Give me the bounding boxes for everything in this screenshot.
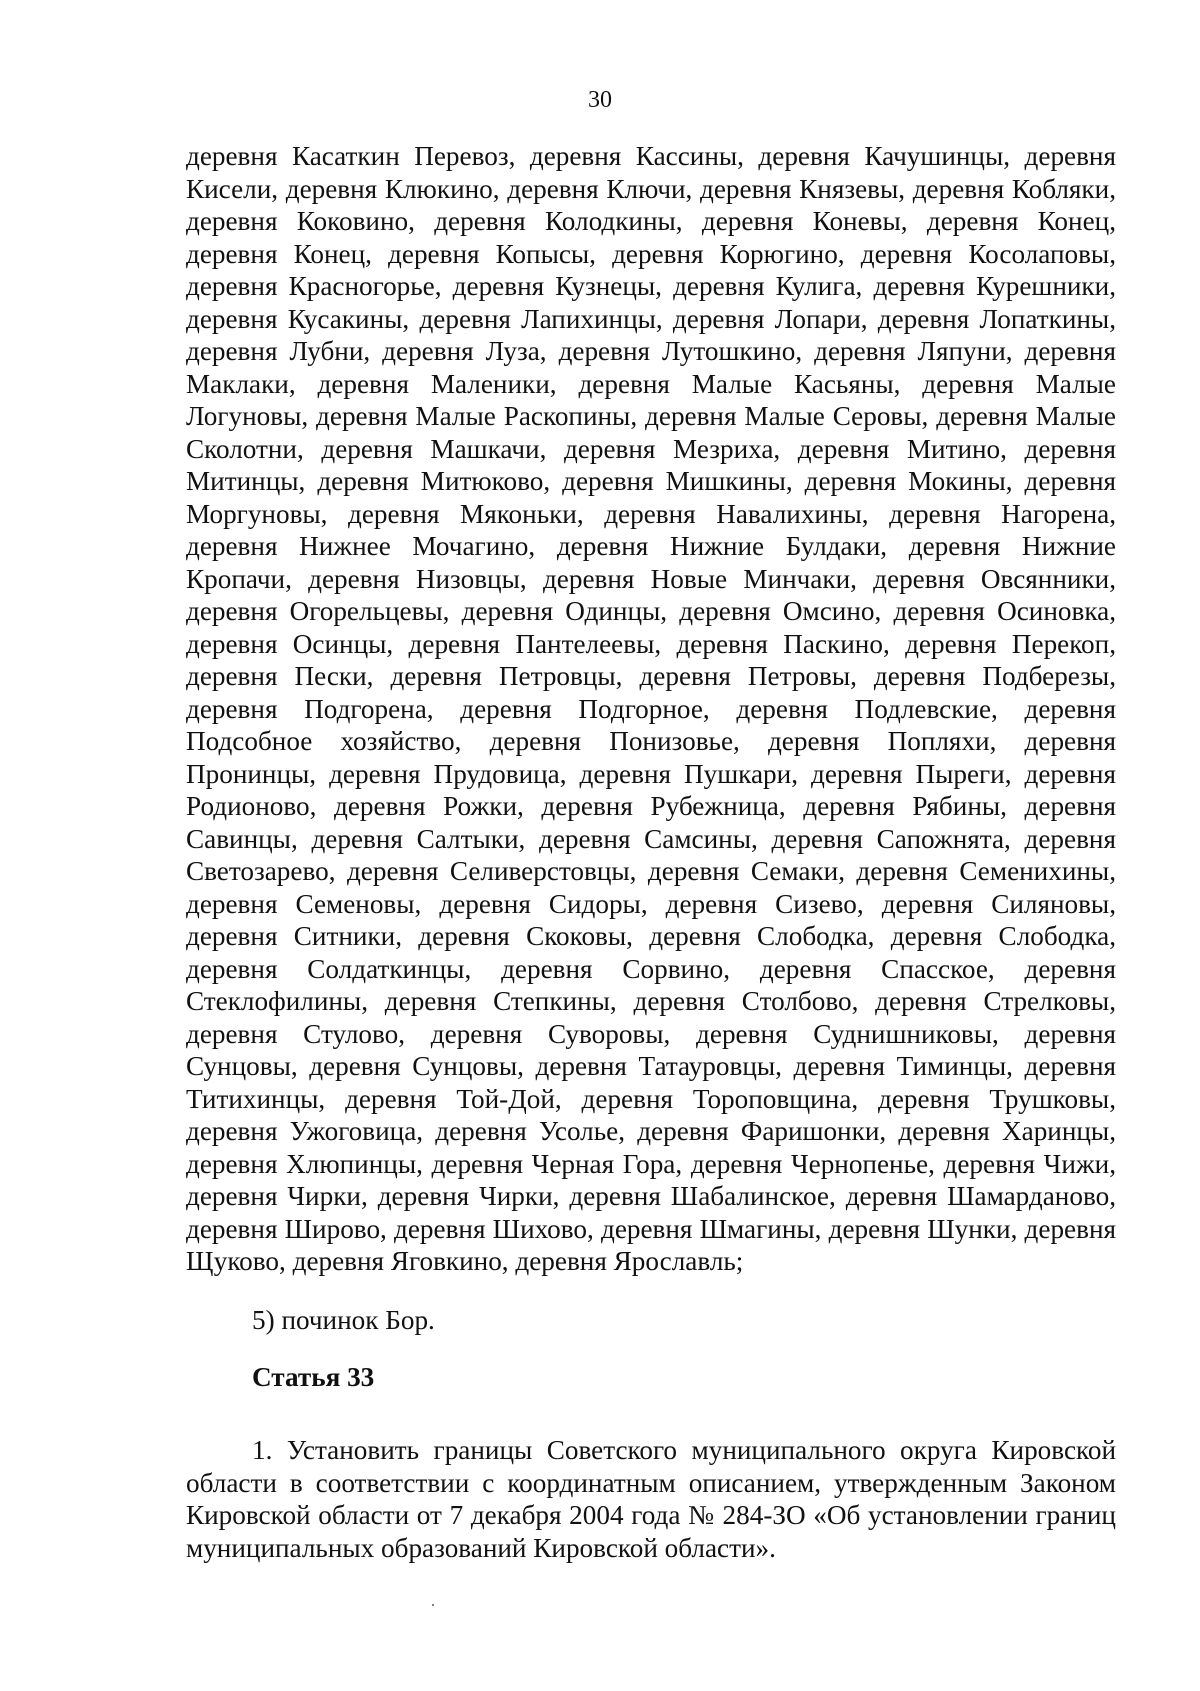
page-number: 30: [588, 87, 612, 113]
villages-list-paragraph: деревня Касаткин Перевоз, деревня Кассины, деревня Качушинцы, деревня Кисели, деревня Клюкино, деревня Ключи, деревня Князевы, деревня Кобляки, деревня Коковино, деревня Колодкины, деревня Коневы, деревня Конец, деревня Конец, деревня Копысы, деревня Корюгино, деревня Косолаповы, деревня Красногорье, деревня Кузнецы, деревня Кулига, деревня Курешники, деревня Кусакины, деревня Лапихинцы, деревня Лопари, деревня Лопаткины, деревня Лубни, деревня Луза, деревня Лутошкино, деревня Ляпуни, деревня Маклаки, деревня Маленики, деревня Малые Касьяны, деревня Малые Логуновы, деревня Малые Раскопины, деревня Малые Серовы, деревня Малые Сколотни, деревня Машкачи, деревня Мезриха, деревня Митино, деревня Митинцы, деревня Митюково, деревня Мишкины, деревня Мокины, деревня Моргуновы, деревня Мяконьки, деревня Навалихины, деревня Нагорена, деревня Нижнее Мочагино, деревня Нижние Булдаки, деревня Нижние Кропачи, деревня Низовцы, деревня Новые Минчаки, деревня Овсянники, деревня Огорельцевы, деревня Одинцы, деревня Омсино, деревня Осиновка, деревня Осинцы, деревня Пантелеевы, деревня Паскино, деревня Перекоп, деревня Пески, деревня Петровцы, деревня Петровы, деревня Подберезы, деревня Подгорена, деревня Подгорное, деревня Подлевские, деревня Подсобное хозяйство, деревня Понизовье, деревня Попляхи, деревня Пронинцы, деревня Прудовица, деревня Пушкари, деревня Пыреги, деревня Родионово, деревня Рожки, деревня Рубежница, деревня Рябины, деревня Савинцы, деревня Салтыки, деревня Самсины, деревня Сапожнята, деревня Светозарево, деревня Селиверстовцы, деревня Семаки, деревня Семенихины, деревня Семеновы, деревня Сидоры, деревня Сизево, деревня Силяновы, деревня Ситники, деревня Скоковы, деревня Слободка, деревня Слободка, деревня Солдаткинцы, деревня Сорвино, деревня Спасское, деревня Стеклофилины, деревня Степкины, деревня Столбово, деревня Стрелковы, деревня Стулово, деревня Суворовы, деревня Суднишниковы, деревня Сунцовы, деревня Сунцовы, деревня Татауровцы, деревня Тиминцы, деревня Титихинцы, деревня Той-Дой, деревня Тороповщина, деревня Трушковы, деревня Ужоговица, деревня Усолье, деревня Фаришонки, деревня Харинцы, деревня Хлюпинцы, деревня Черная Гора, деревня Чернопенье, деревня Чижи, деревня Чирки, деревня Чирки, деревня Шабалинское, деревня Шамарданово, деревня Широво, деревня Шихово, деревня Шмагины, деревня Шунки, деревня Щуково, деревня Яговкино, деревня Ярославль;: [186, 141, 1116, 1276]
list-item-5: 5) починок Бор.: [252, 1305, 435, 1335]
article-heading: Статья 33: [252, 1362, 375, 1392]
article-paragraph: 1. Установить границы Советского муниципального округа Кировской области в соответствии с координатным описанием, утвержденным Законом Кировской области от 7 декабря 2004 года № 284-ЗО «Об установлении границ муниципальных образований Кировской области».: [186, 1435, 1116, 1563]
scan-speck: [432, 1604, 434, 1606]
